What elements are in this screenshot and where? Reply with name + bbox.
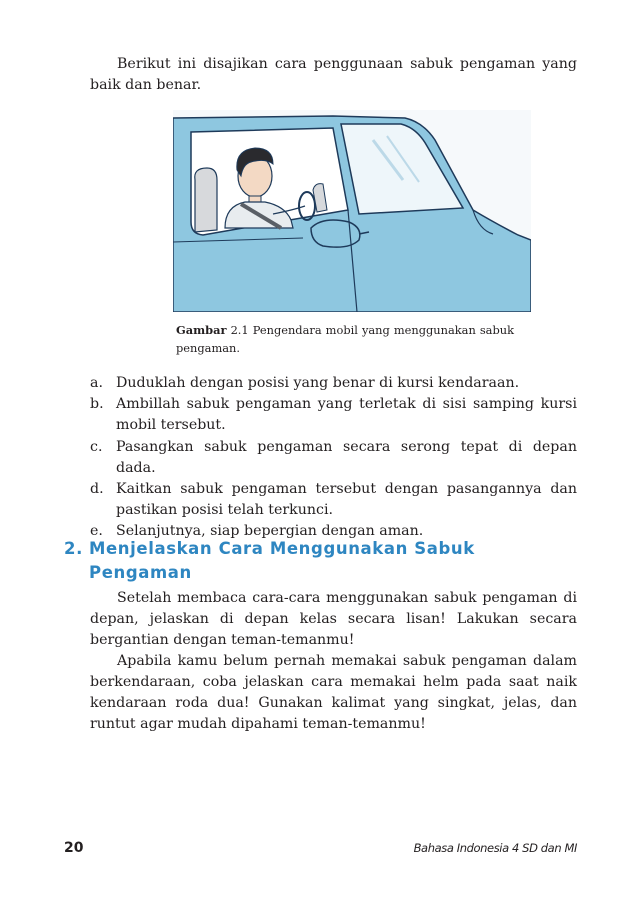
step-text: Pasangkan sabuk pengaman secara serong tepat di depan dada. xyxy=(116,438,577,476)
list-item xyxy=(90,373,577,394)
caption-text: 2.1 Pengendara mobil yang menggunakan sabuk pengaman. xyxy=(176,323,514,355)
step-text: Kaitkan sabuk pengaman tersebut dengan pasangannya dan pastikan posisi telah terkunci. xyxy=(116,481,577,519)
book-title: Bahasa Indonesia 4 SD dan MI xyxy=(413,841,577,855)
step-text: Duduklah dengan posisi yang benar di kursi kendaraan. xyxy=(116,375,520,391)
list-item xyxy=(90,394,577,436)
intro-paragraph: Berikut ini disajikan cara penggunaan sabuk pengaman yang baik dan benar. xyxy=(90,56,577,93)
step-label: b. xyxy=(90,396,104,413)
section-paragraph-2: Apabila kamu belum pernah memakai sabuk pengaman dalam berkendaraan, coba jelaskan cara memakai helm pada saat naik kendaraan roda dua! Gunakan kalimat yang singkat, jelas, dan runtut agar mudah dipahami teman-temanmu! xyxy=(90,653,577,732)
section-title: Menjelaskan Cara Menggunakan Sabuk Pengaman xyxy=(89,539,475,582)
car-illustration xyxy=(173,110,531,312)
list-item xyxy=(90,437,577,479)
figure-caption xyxy=(176,321,514,357)
step-text: Ambillah sabuk pengaman yang terletak di sisi samping kursi mobil tersebut. xyxy=(116,396,577,434)
step-label: d. xyxy=(90,481,104,498)
car-driver-seatbelt-image xyxy=(173,110,531,312)
section-number: 2. xyxy=(64,539,83,558)
step-label: a. xyxy=(90,375,103,391)
list-item xyxy=(90,479,577,521)
section-paragraph-1: Setelah membaca cara-cara menggunakan sabuk pengaman di depan, jelaskan di depan kelas secara lisan! Lakukan secara bergantian dengan teman-temanmu! xyxy=(90,590,577,648)
caption-label: Gambar xyxy=(176,323,227,337)
section-heading xyxy=(64,537,524,585)
step-label: e. xyxy=(90,523,103,540)
step-text: Selanjutnya, siap bepergian dengan aman. xyxy=(116,523,424,540)
steps-list xyxy=(90,373,577,543)
step-label: c. xyxy=(90,438,103,455)
page-number: 20 xyxy=(64,840,84,856)
